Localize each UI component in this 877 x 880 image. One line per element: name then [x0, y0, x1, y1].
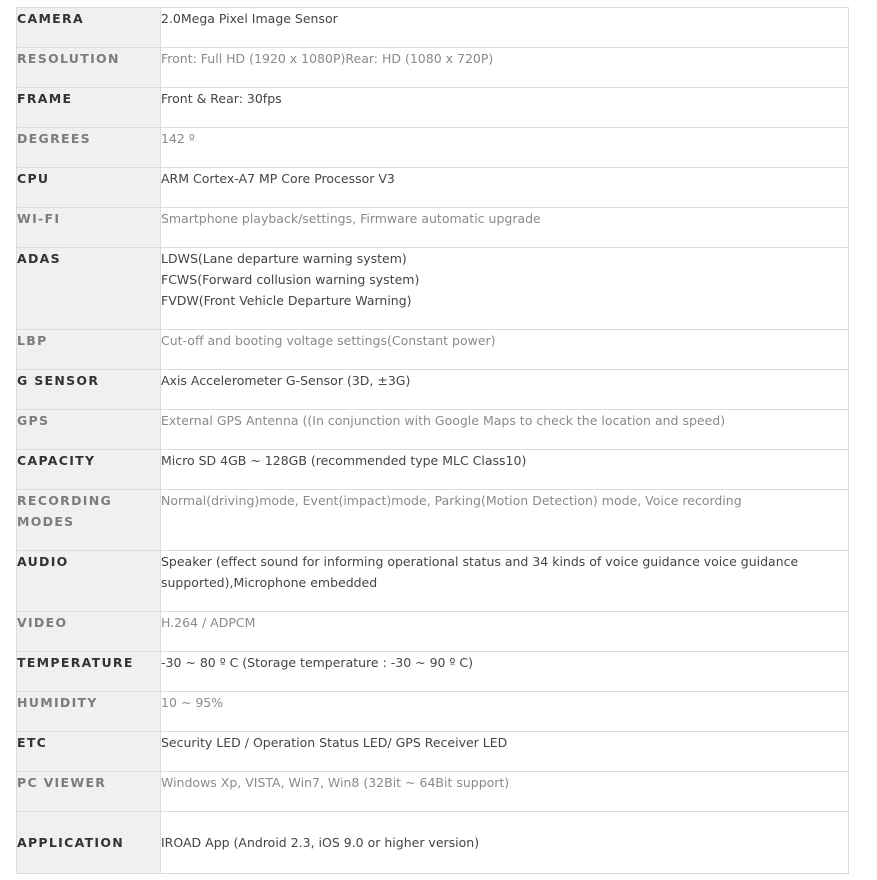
spec-value: -30 ~ 80 º C (Storage temperature : -30 ~ 90 º C) — [161, 655, 473, 670]
spec-value: Security LED / Operation Status LED/ GPS Receiver LED — [161, 735, 508, 750]
spec-value-cell — [161, 692, 849, 732]
spec-label: CPU — [17, 171, 50, 186]
spec-label: VIDEO — [17, 615, 68, 630]
spec-value-cell — [161, 551, 849, 612]
spec-row-video — [17, 612, 849, 652]
spec-label: TEMPERATURE — [17, 655, 134, 670]
spec-label-cell — [17, 551, 161, 612]
spec-label: ADAS — [17, 251, 61, 266]
spec-value-cell — [161, 410, 849, 450]
spec-value-cell — [161, 248, 849, 330]
spec-label-cell — [17, 450, 161, 490]
spec-label: RESOLUTION — [17, 51, 120, 66]
spec-label: DEGREES — [17, 131, 91, 146]
spec-label-cell — [17, 128, 161, 168]
spec-row-humidity — [17, 692, 849, 732]
spec-value: Normal(driving)mode, Event(impact)mode, Parking(Motion Detection) mode, Voice recording — [161, 493, 742, 508]
spec-label: G SENSOR — [17, 373, 100, 388]
spec-value: Front & Rear: 30fps — [161, 91, 282, 106]
spec-value-cell — [161, 812, 849, 874]
spec-label-cell — [17, 168, 161, 208]
spec-value-cell — [161, 732, 849, 772]
spec-row-wifi — [17, 208, 849, 248]
spec-value-cell — [161, 370, 849, 410]
spec-value: Windows Xp, VISTA, Win7, Win8 (32Bit ~ 64Bit support) — [161, 775, 510, 790]
spec-value: Cut-off and booting voltage settings(Constant power) — [161, 333, 496, 348]
spec-value-cell — [161, 88, 849, 128]
spec-value-cell — [161, 652, 849, 692]
spec-label: PC VIEWER — [17, 775, 107, 790]
spec-value-cell — [161, 208, 849, 248]
spec-label-cell — [17, 812, 161, 874]
spec-row-application — [17, 812, 849, 874]
spec-label: FRAME — [17, 91, 73, 106]
spec-value: 10 ~ 95% — [161, 695, 224, 710]
spec-row-cpu — [17, 168, 849, 208]
spec-value: External GPS Antenna ((In conjunction with Google Maps to check the location and speed) — [161, 413, 726, 428]
spec-label-cell — [17, 612, 161, 652]
spec-label: RECORDING MODES — [17, 493, 113, 529]
spec-label: CAMERA — [17, 11, 84, 26]
spec-row-gps — [17, 410, 849, 450]
spec-label-cell — [17, 330, 161, 370]
spec-label-cell — [17, 490, 161, 551]
spec-value: Micro SD 4GB ~ 128GB (recommended type MLC Class10) — [161, 453, 527, 468]
spec-value-cell — [161, 772, 849, 812]
spec-label-cell — [17, 732, 161, 772]
spec-row-resolution — [17, 48, 849, 88]
spec-label-cell — [17, 692, 161, 732]
spec-label-cell — [17, 48, 161, 88]
spec-label-cell — [17, 8, 161, 48]
spec-row-recording-modes — [17, 490, 849, 551]
spec-row-adas — [17, 248, 849, 330]
spec-row-frame — [17, 88, 849, 128]
spec-label-cell — [17, 410, 161, 450]
spec-value-line: FCWS(Forward collusion warning system) — [161, 272, 420, 287]
spec-value: ARM Cortex-A7 MP Core Processor V3 — [161, 171, 395, 186]
spec-row-lbp — [17, 330, 849, 370]
spec-label: HUMIDITY — [17, 695, 98, 710]
spec-value: Front: Full HD (1920 x 1080P)Rear: HD (1080 x 720P) — [161, 51, 494, 66]
spec-label: LBP — [17, 333, 48, 348]
spec-label-cell — [17, 248, 161, 330]
spec-value-cell — [161, 168, 849, 208]
spec-value-cell — [161, 128, 849, 168]
spec-label: GPS — [17, 413, 50, 428]
spec-row-degrees — [17, 128, 849, 168]
spec-label: APPLICATION — [17, 835, 125, 850]
spec-label: CAPACITY — [17, 453, 96, 468]
spec-label: WI-FI — [17, 211, 61, 226]
spec-row-etc — [17, 732, 849, 772]
spec-table — [16, 7, 849, 874]
spec-label: AUDIO — [17, 554, 69, 569]
spec-row-capacity — [17, 450, 849, 490]
spec-row-audio — [17, 551, 849, 612]
spec-row-pc-viewer — [17, 772, 849, 812]
spec-value: 2.0Mega Pixel Image Sensor — [161, 11, 338, 26]
spec-value-cell — [161, 612, 849, 652]
spec-value: 142 º — [161, 131, 195, 146]
spec-value: Axis Accelerometer G-Sensor (3D, ±3G) — [161, 373, 411, 388]
spec-value-line: LDWS(Lane departure warning system) — [161, 251, 407, 266]
spec-label-cell — [17, 208, 161, 248]
spec-value: H.264 / ADPCM — [161, 615, 256, 630]
spec-label-cell — [17, 370, 161, 410]
spec-row-camera — [17, 8, 849, 48]
spec-value-line: FVDW(Front Vehicle Departure Warning) — [161, 293, 412, 308]
spec-value-cell — [161, 490, 849, 551]
spec-value-cell — [161, 48, 849, 88]
spec-value-cell — [161, 450, 849, 490]
spec-value: IROAD App (Android 2.3, iOS 9.0 or higher version) — [161, 835, 480, 850]
spec-row-g-sensor — [17, 370, 849, 410]
spec-label-cell — [17, 88, 161, 128]
spec-value: Smartphone playback/settings, Firmware automatic upgrade — [161, 211, 541, 226]
spec-row-temperature — [17, 652, 849, 692]
spec-value-cell — [161, 8, 849, 48]
spec-value: Speaker (effect sound for informing operational status and 34 kinds of voice guidance voice guidance supported),Microphone embedded — [161, 554, 799, 590]
spec-value-cell — [161, 330, 849, 370]
spec-label: ETC — [17, 735, 48, 750]
spec-label-cell — [17, 652, 161, 692]
spec-label-cell — [17, 772, 161, 812]
